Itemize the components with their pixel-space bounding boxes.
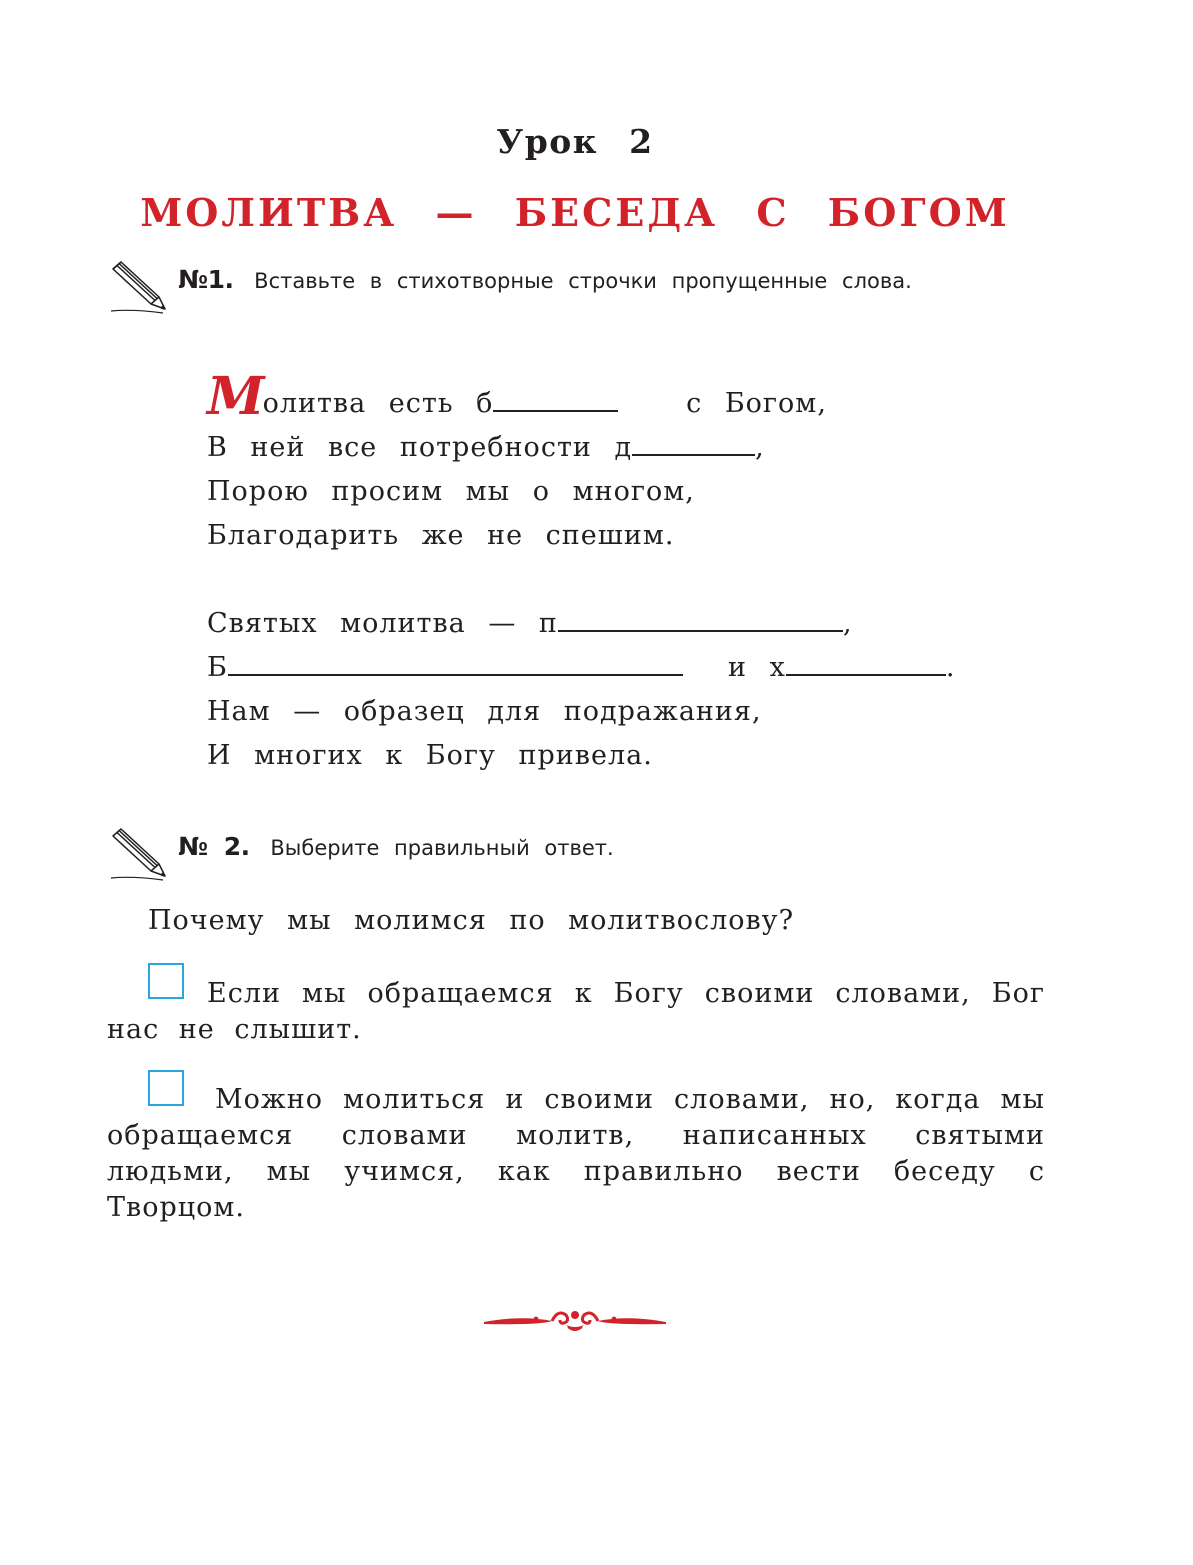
poem-line-5-part-b: , xyxy=(842,608,853,639)
poem-line-5-part-a: Святых молитва — п xyxy=(207,608,558,639)
answer-blank-3[interactable] xyxy=(558,610,843,632)
poem-line-6-part-c: . xyxy=(945,652,956,683)
poem-line-3: Порою просим мы о многом, xyxy=(207,476,695,507)
answer-blank-5[interactable] xyxy=(786,654,946,676)
poem-line-6-part-a: Б xyxy=(207,652,228,683)
answer-blank-1[interactable] xyxy=(493,390,618,412)
poem-line-4: Благодарить же не спешим. xyxy=(207,520,675,551)
task2-instruction: Выберите правильный ответ. xyxy=(270,836,614,860)
poem-line-8: И многих к Богу привела. xyxy=(207,740,653,771)
task1-header xyxy=(178,265,912,294)
task2-question: Почему мы молимся по молитвослову? xyxy=(148,905,795,936)
task1-number: №1. xyxy=(178,265,234,294)
poem-line-1-part-b: с Богом, xyxy=(686,388,827,419)
answer-option-1-text: Если мы обращаемся к Богу своими словами, Бог нас не слышит. xyxy=(107,978,1045,1045)
poem-line-6 xyxy=(207,652,955,683)
pencil-icon xyxy=(107,826,169,882)
drop-cap-letter: М xyxy=(207,366,263,427)
poem-line-2-part-b: , xyxy=(755,432,765,463)
poem-line-1 xyxy=(207,366,827,427)
task1-instruction: Вставьте в стихотворные строчки пропущенные слова. xyxy=(254,269,912,293)
task2-header xyxy=(178,832,614,861)
lesson-subtitle: МОЛИТВА — БЕСЕДА С БОГОМ xyxy=(140,190,1010,235)
answer-blank-2[interactable] xyxy=(632,434,755,456)
ornament-divider-icon xyxy=(482,1303,668,1339)
lesson-title: Урок 2 xyxy=(496,122,654,161)
poem-line-2-part-a: В ней все потребности д xyxy=(207,432,633,463)
task2-number: № 2. xyxy=(178,832,250,861)
poem-line-6-part-b: и х xyxy=(728,652,786,683)
answer-blank-4[interactable] xyxy=(228,654,683,676)
pencil-icon xyxy=(107,259,169,315)
poem-line-2 xyxy=(207,432,765,463)
poem-line-1-part-a: олитва есть б xyxy=(262,388,494,419)
poem-line-5 xyxy=(207,608,853,639)
poem-line-7: Нам — образец для подражания, xyxy=(207,696,762,727)
answer-option-2-text: Можно молиться и своими словами, но, когда мы обращаемся словами молитв, написанных святыми людьми, мы учимся, как правильно вести беседу с Творцом. xyxy=(107,1084,1045,1223)
